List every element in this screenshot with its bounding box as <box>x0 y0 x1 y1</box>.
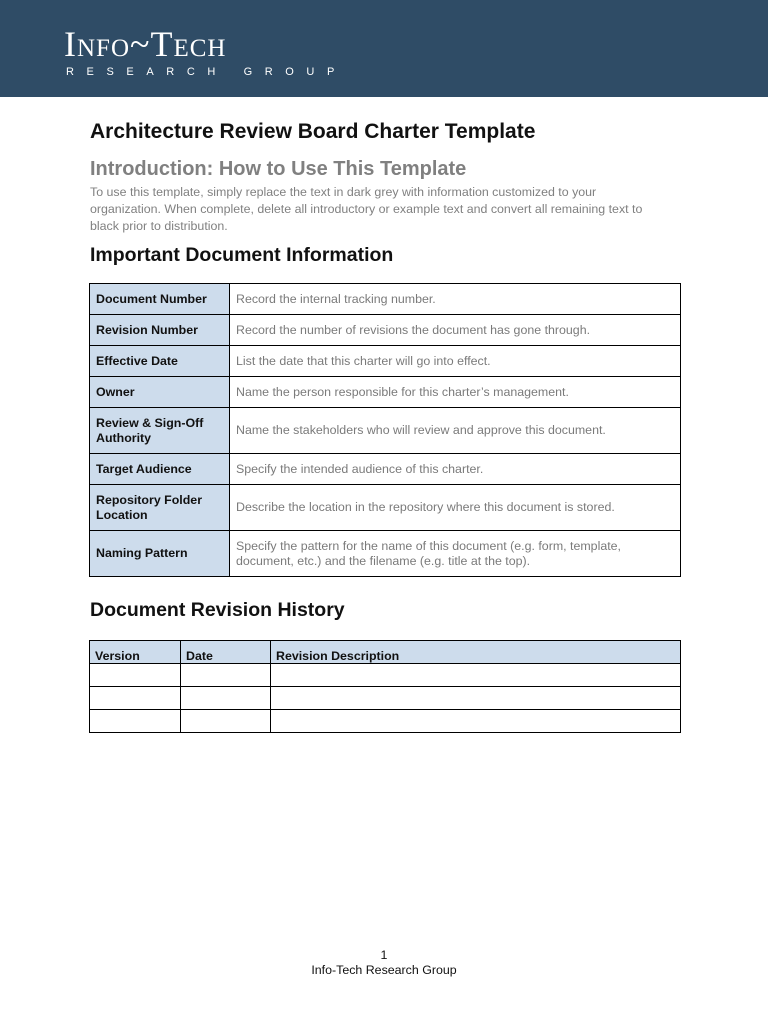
document-info-table <box>89 283 681 577</box>
company-logo <box>64 26 347 78</box>
row-value: List the date that this charter will go into effect. <box>230 346 681 377</box>
table-row <box>90 531 681 577</box>
table-cell <box>271 664 681 687</box>
table-row <box>90 710 681 733</box>
row-label: Review & Sign-Off Authority <box>90 408 230 454</box>
logo-main-text: Info~Tech <box>64 24 227 64</box>
row-value: Describe the location in the repository where this document is stored. <box>230 485 681 531</box>
intro-heading: Introduction: How to Use This Template <box>90 158 467 180</box>
table-header-row <box>90 641 681 664</box>
table-cell <box>90 687 181 710</box>
row-value: Specify the pattern for the name of this document (e.g. form, template, document, etc.) and the filename (e.g. title at the top). <box>230 531 681 577</box>
table-cell <box>181 687 271 710</box>
row-value: Record the number of revisions the document has gone through. <box>230 315 681 346</box>
table-row <box>90 315 681 346</box>
table-row <box>90 346 681 377</box>
row-label: Owner <box>90 377 230 408</box>
table-row <box>90 377 681 408</box>
row-label: Target Audience <box>90 454 230 485</box>
table-row <box>90 664 681 687</box>
row-value: Name the stakeholders who will review and approve this document. <box>230 408 681 454</box>
logo-sub-text: RESEARCH GROUP <box>66 66 347 78</box>
page-number: 1 <box>380 948 388 962</box>
document-title: Architecture Review Board Charter Template <box>90 120 536 143</box>
row-value: Record the internal tracking number. <box>230 284 681 315</box>
column-header-version: Version <box>90 641 181 664</box>
info-section-heading: Important Document Information <box>90 244 394 266</box>
table-cell <box>90 710 181 733</box>
row-value: Specify the intended audience of this charter. <box>230 454 681 485</box>
footer-company: Info-Tech Research Group <box>311 963 457 977</box>
table-row <box>90 408 681 454</box>
intro-text: To use this template, simply replace the text in dark grey with information customized to your organization. When complete, delete all introductory or example text and convert all remaining text to black prior to distribution. <box>90 185 643 233</box>
table-row <box>90 687 681 710</box>
row-label: Document Number <box>90 284 230 315</box>
revision-section-heading: Document Revision History <box>90 599 345 621</box>
table-row <box>90 454 681 485</box>
row-value: Name the person responsible for this charter’s management. <box>230 377 681 408</box>
header-band <box>0 0 768 97</box>
table-cell <box>271 710 681 733</box>
column-header-description: Revision Description <box>271 641 681 664</box>
table-row <box>90 485 681 531</box>
table-cell <box>271 687 681 710</box>
column-header-date: Date <box>181 641 271 664</box>
table-cell <box>90 664 181 687</box>
table-row <box>90 284 681 315</box>
revision-history-table <box>89 640 681 733</box>
row-label: Naming Pattern <box>90 531 230 577</box>
table-cell <box>181 664 271 687</box>
row-label: Repository Folder Location <box>90 485 230 531</box>
table-cell <box>181 710 271 733</box>
page-footer <box>0 948 768 978</box>
row-label: Effective Date <box>90 346 230 377</box>
row-label: Revision Number <box>90 315 230 346</box>
